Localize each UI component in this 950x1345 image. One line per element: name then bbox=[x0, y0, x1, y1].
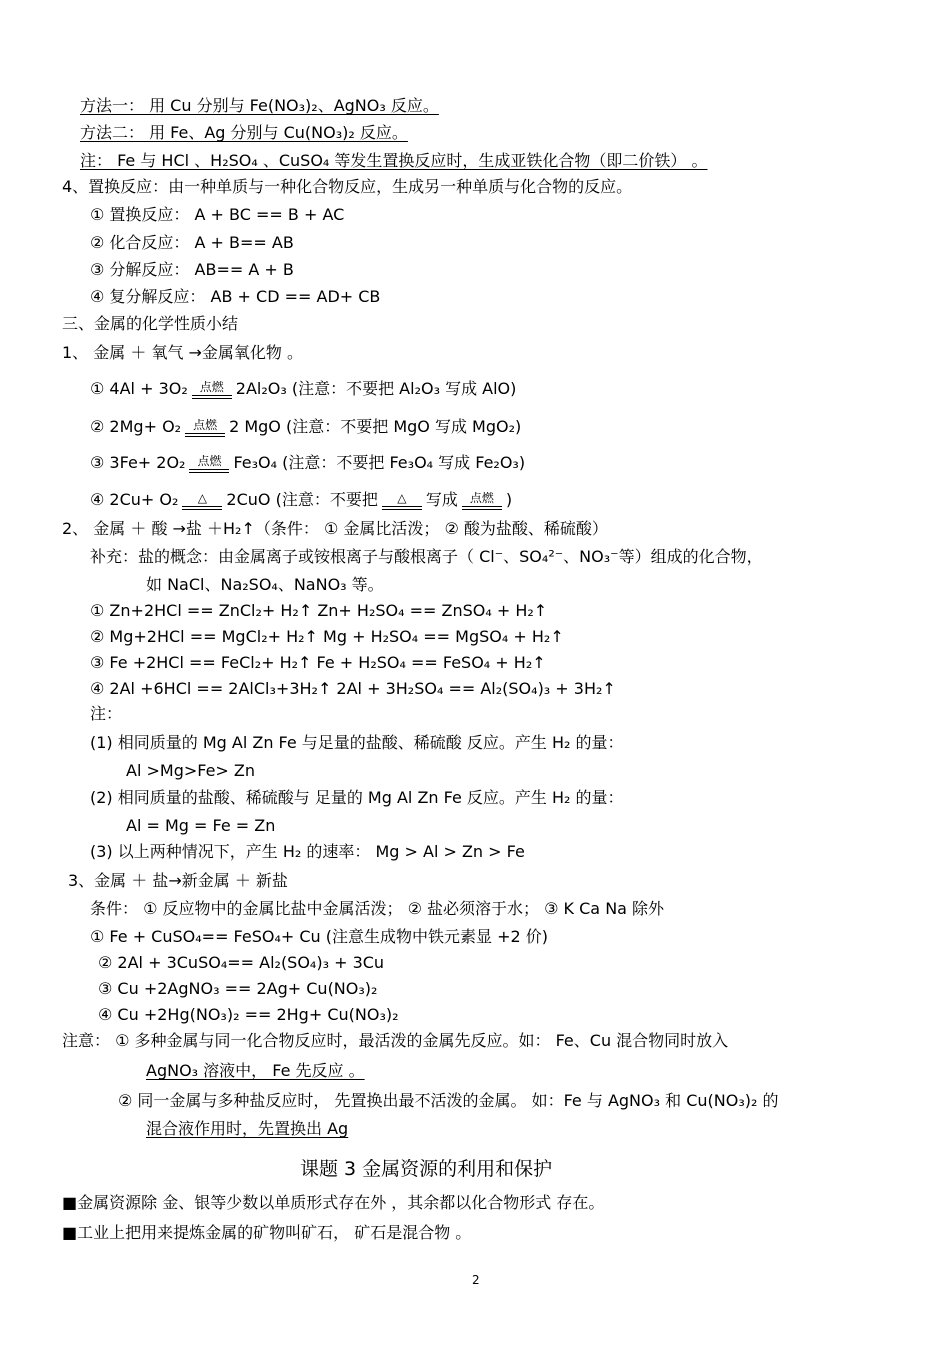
page-number: 2 bbox=[472, 1273, 480, 1287]
attention-1-cont: AgNO₃ 溶液中， Fe 先反应 。 bbox=[146, 1061, 365, 1080]
note-2-result: Al = Mg = Fe = Zn bbox=[126, 816, 276, 835]
equation-right: 2 MgO (注意：不要把 MgO 写成 MgO₂) bbox=[229, 417, 522, 436]
paragraph-resources: ■金属资源除 金、银等少数以单质形式存在外 ，其余都以化合物形式 存在。 bbox=[62, 1193, 605, 1212]
ignite-arrow: 点燃 bbox=[192, 381, 232, 399]
equation-al-oxygen bbox=[90, 378, 516, 400]
salt-equation-4: ④ Cu +2Hg(NO₃)₂ == 2Hg+ Cu(NO₃)₂ bbox=[98, 1005, 399, 1024]
equation-right: Fe₃O₄ (注意：不要把 Fe₃O₄ 写成 Fe₂O₃) bbox=[233, 453, 526, 472]
equation-left: ② 2Mg+ O₂ bbox=[90, 417, 182, 436]
reaction-type-1: ① 置换反应： A + BC == B + AC bbox=[90, 205, 345, 224]
equation-left: ③ 3Fe+ 2O₂ bbox=[90, 453, 186, 472]
ignite-arrow: 点燃 bbox=[185, 419, 225, 437]
note-2: (2) 相同质量的盐酸、稀硫酸与 足量的 Mg Al Zn Fe 反应。产生 H₂ 的量： bbox=[90, 788, 624, 807]
acid-equation-mg: ② Mg+2HCl == MgCl₂+ H₂↑ Mg + H₂SO₄ == MgSO₄ + H₂↑ bbox=[90, 627, 564, 646]
note-1: (1) 相同质量的 Mg Al Zn Fe 与足量的盐酸、稀硫酸 反应。产生 H₂ 的量： bbox=[90, 733, 624, 752]
acid-equation-al: ④ 2Al +6HCl == 2AlCl₃+3H₂↑ 2Al + 3H₂SO₄ == Al₂(SO₄)₃ + 3H₂↑ bbox=[90, 679, 616, 698]
equation-right: 2CuO (注意：不要把 bbox=[226, 490, 378, 509]
section-three-heading: 三、金属的化学性质小结 bbox=[62, 314, 239, 333]
supplement-salt: 补充：盐的概念：由金属离子或铵根离子与酸根离子（ Cl⁻、SO₄²⁻、NO₃⁻等）组成的化合物， bbox=[90, 547, 763, 566]
attention-2-cont: 混合液作用时，先置换出 Ag bbox=[146, 1119, 349, 1138]
note-1-result: Al >Mg>Fe> Zn bbox=[126, 761, 256, 780]
acid-equation-zn: ① Zn+2HCl == ZnCl₂+ H₂↑ Zn+ H₂SO₄ == ZnSO₄ + H₂↑ bbox=[90, 601, 548, 620]
salt-conditions: 条件： ① 反应物中的金属比盐中金属活泼； ② 盐必须溶于水； ③ K Ca Na 除外 bbox=[90, 899, 665, 918]
attention-1: 注意： ① 多种金属与同一化合物反应时，最活泼的金属先反应。如： Fe、Cu 混合物同时放入 bbox=[62, 1031, 729, 1050]
equation-left: ① 4Al + 3O₂ bbox=[90, 379, 188, 398]
ignite-arrow: 点燃 bbox=[189, 455, 229, 473]
rule-metal-oxygen: 1、 金属 ＋ 氧气 →金属氧化物 。 bbox=[62, 343, 304, 362]
acid-equation-fe: ③ Fe +2HCl == FeCl₂+ H₂↑ Fe + H₂SO₄ == FeSO₄ + H₂↑ bbox=[90, 653, 546, 672]
section-displacement: 4、置换反应：由一种单质与一种化合物反应，生成另一种单质与化合物的反应。 bbox=[62, 177, 633, 196]
equation-left: ④ 2Cu+ O₂ bbox=[90, 490, 179, 509]
equation-cu-oxygen bbox=[90, 489, 512, 511]
reaction-type-4: ④ 复分解反应： AB + CD == AD+ CB bbox=[90, 287, 381, 306]
reaction-type-3: ③ 分解反应： AB== A + B bbox=[90, 260, 294, 279]
equation-fe-oxygen bbox=[90, 452, 525, 474]
attention-2: ② 同一金属与多种盐反应时， 先置换出最不活泼的金属。 如：Fe 与 AgNO₃ 和 Cu(NO₃)₂ 的 bbox=[118, 1091, 779, 1110]
close-paren: ) bbox=[505, 490, 513, 509]
heat-arrow-inline: △ bbox=[382, 492, 422, 510]
reaction-type-2: ② 化合反应： A + B== AB bbox=[90, 233, 294, 252]
rule-metal-salt: 3、金属 ＋ 盐→新金属 ＋ 新盐 bbox=[68, 871, 288, 890]
equation-right: 2Al₂O₃ (注意：不要把 Al₂O₃ 写成 AlO) bbox=[235, 379, 517, 398]
heat-arrow: △ bbox=[182, 492, 222, 510]
note-iron: 注： Fe 与 HCl 、H₂SO₄ 、CuSO₄ 等发生置换反应时，生成亚铁化合物（即二价铁） 。 bbox=[80, 151, 708, 170]
salt-equation-1: ① Fe + CuSO₄== FeSO₄+ Cu (注意生成物中铁元素显 +2 价) bbox=[90, 927, 549, 946]
paragraph-ore: ■工业上把用来提炼金属的矿物叫矿石， 矿石是混合物 。 bbox=[62, 1223, 472, 1242]
salt-equation-2: ② 2Al + 3CuSO₄== Al₂(SO₄)₃ + 3Cu bbox=[98, 953, 385, 972]
note-3: (3) 以上两种情况下，产生 H₂ 的速率： Mg > Al > Zn > Fe bbox=[90, 842, 525, 861]
method-one: 方法一： 用 Cu 分别与 Fe(NO₃)₂、AgNO₃ 反应。 bbox=[80, 96, 439, 115]
ignite-arrow-inline: 点燃 bbox=[462, 492, 502, 510]
supplement-examples: 如 NaCl、Na₂SO₄、NaNO₃ 等。 bbox=[146, 575, 384, 594]
equation-mg-oxygen bbox=[90, 416, 521, 438]
salt-equation-3: ③ Cu +2AgNO₃ == 2Ag+ Cu(NO₃)₂ bbox=[98, 979, 378, 998]
write-as: 写成 bbox=[425, 490, 458, 509]
rule-metal-acid: 2、 金属 ＋ 酸 →盐 ＋H₂↑（条件： ① 金属比活泼； ② 酸为盐酸、稀硫酸） bbox=[62, 519, 608, 538]
method-two: 方法二： 用 Fe、Ag 分别与 Cu(NO₃)₂ 反应。 bbox=[80, 123, 408, 142]
lesson-title: 课题 3 金属资源的利用和保护 bbox=[300, 1158, 553, 1180]
note-label: 注： bbox=[90, 704, 123, 723]
